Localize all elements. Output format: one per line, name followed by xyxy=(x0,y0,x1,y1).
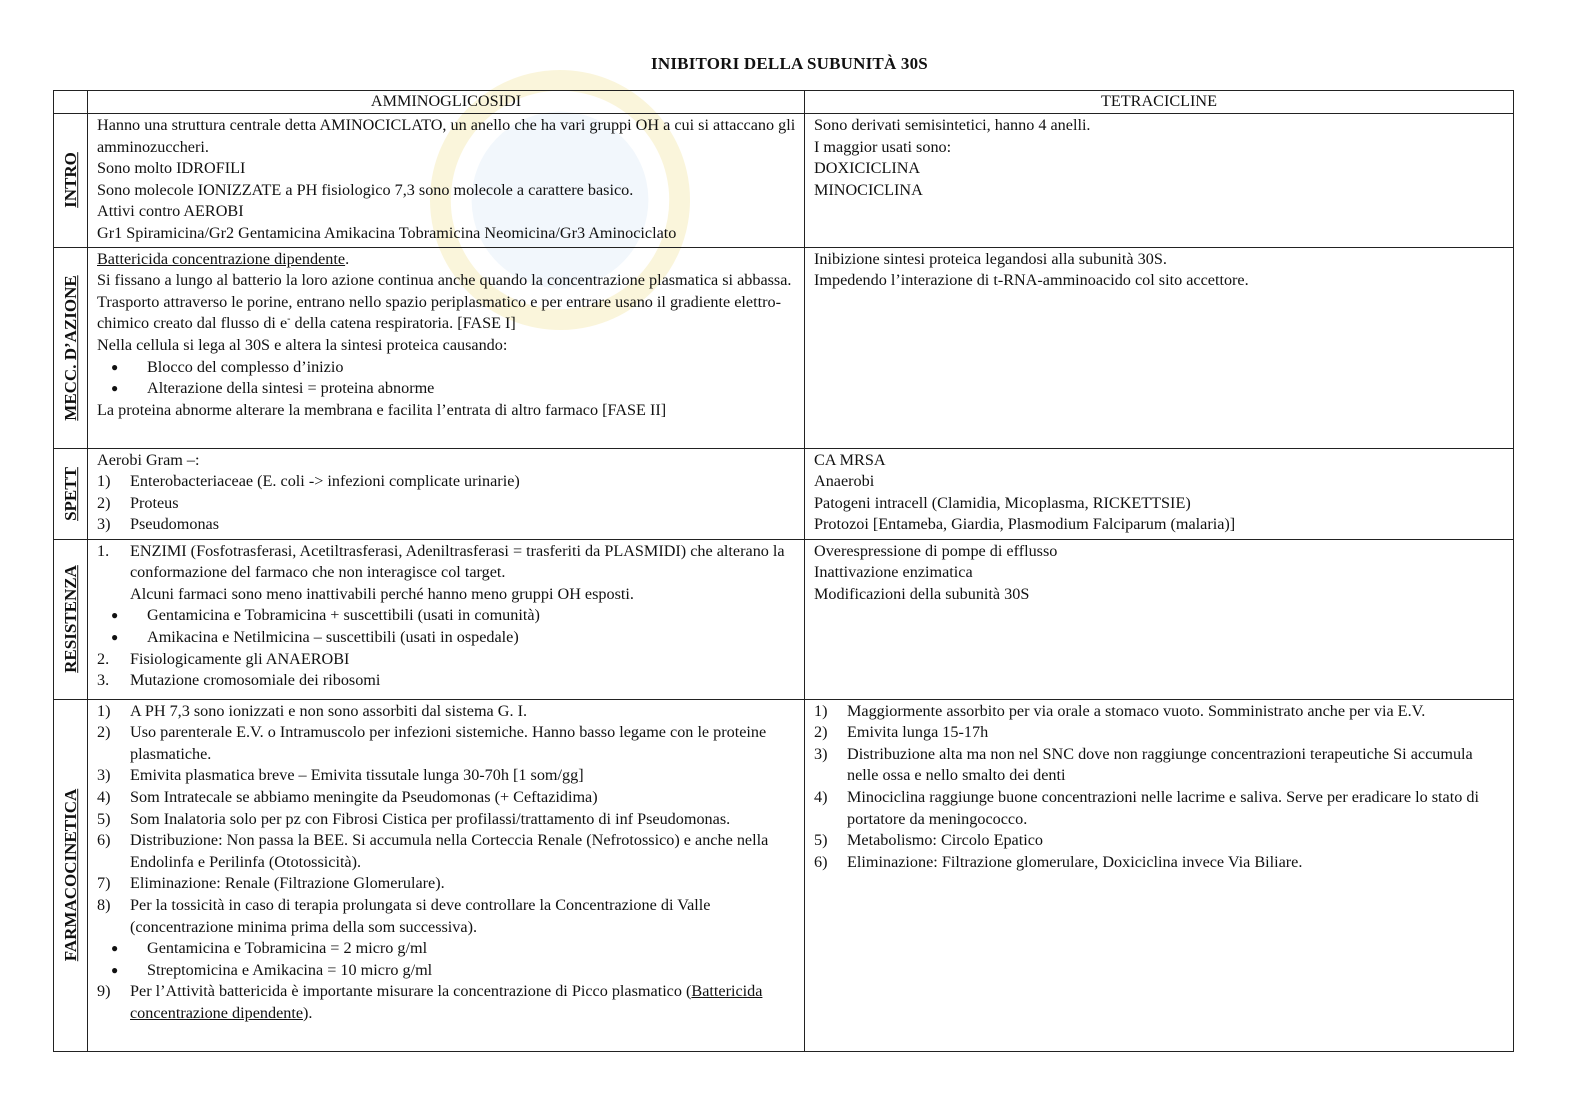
list-item: 8) Per la tossicità in caso di terapia prolungata si deve controllare la Concentrazione di Valle (concentrazione minima prima della som successiva). xyxy=(97,895,711,936)
bullet-icon: ● xyxy=(111,962,119,977)
spettro-tetracicline xyxy=(805,448,1514,539)
spettro-amminoglicosidi xyxy=(88,448,805,539)
text-line: Anaerobi xyxy=(814,472,875,491)
text-line: Modificazioni della subunità 30S xyxy=(814,584,1030,603)
text-line: Alcuni farmaci sono meno inattivabili perché hanno meno gruppi OH esposti. xyxy=(130,584,634,603)
underlined-text: Battericida concentrazione dipendente xyxy=(97,249,346,268)
text-line: Sono derivati semisintetici, hanno 4 anelli. xyxy=(814,116,1091,134)
row-farmacocinetica xyxy=(54,699,1514,1051)
meccanismo-amminoglicosidi: Battericida concentrazione dipendente. Si fissano a lungo al batterio la loro azione continua anche quando la concentrazione plasmatica si abbassa. Trasporto attraverso le porine, entrano nello spazio periplasmatico e per entrare usano il gradiente elettro-chimico creato dal flusso di e- della catena respiratoria. [FASE I] Nella cellula si lega al 30S e altera la sintesi proteica causando: ● Blocco del complesso d’inizio ● Alterazione della sintesi = proteina abnorme La proteina abnorme alterare la membrana e facilita l’entrata di altro farmaco [FASE II] xyxy=(88,247,805,448)
list-item: 3) Emivita plasmatica breve – Emivita tissutale lunga 30-70h [1 som/gg] xyxy=(97,766,584,785)
row-label-meccanismo: MECC. D’AZIONE xyxy=(54,247,88,448)
resistenza-amminoglicosidi xyxy=(88,539,805,699)
header-empty xyxy=(54,91,88,114)
list-item: ● Blocco del complesso d’inizio xyxy=(97,357,796,379)
text-line: I maggior usati sono: xyxy=(814,137,952,156)
bullet-icon: ● xyxy=(111,608,119,623)
comparison-table xyxy=(53,90,1514,1052)
header-tetracicline: TETRACICLINE xyxy=(805,91,1514,114)
text-line: MINOCICLINA xyxy=(814,180,923,199)
farmacocinetica-tetracicline xyxy=(805,699,1514,1051)
farmacocinetica-amminoglicosidi xyxy=(88,699,805,1051)
text-line: Protozoi [Entameba, Giardia, Plasmodium Falciparum (malaria)] xyxy=(814,515,1236,534)
resistenza-tetracicline xyxy=(805,539,1514,699)
list-item: 1) Enterobacteriaceae (E. coli -> infezioni complicate urinarie) xyxy=(97,472,520,491)
text-line: Inibizione sintesi proteica legandosi alla subunità 30S. xyxy=(814,249,1167,268)
row-label-resistenza: RESISTENZA xyxy=(54,539,88,699)
text-line: della catena respiratoria. [FASE I] xyxy=(294,314,516,333)
text-line: Overespressione di pompe di efflusso xyxy=(814,541,1058,560)
row-label-intro: INTRO xyxy=(54,114,88,248)
list-item: 5) Metabolismo: Circolo Epatico xyxy=(814,831,1044,850)
underlined-text: Battericida concentrazione dipendente xyxy=(130,982,763,1022)
text-line: Si fissano a lungo al batterio la loro azione continua anche quando la concentrazione plasmatica si abbassa. xyxy=(97,271,792,290)
text-line: Sono molecole IONIZZATE a PH fisiologico 7,3 sono molecole a carattere basico. xyxy=(97,180,634,199)
list-item: 4) Minociclina raggiunge buone concentrazioni nelle lacrime e saliva. Serve per eradicare lo stato di portatore da meningococco. xyxy=(814,787,1479,828)
list-item: 3. Mutazione cromosomiale dei ribosomi xyxy=(97,671,381,690)
list-item: 1) A PH 7,3 sono ionizzati e non sono assorbiti dal sistema G. I. xyxy=(97,701,528,720)
list-item: 7) Eliminazione: Renale (Filtrazione Glomerulare). xyxy=(97,874,445,893)
list-item: 4) Som Intratecale se abbiamo meningite da Pseudomonas (+ Ceftazidima) xyxy=(97,787,598,806)
text-line: Trasporto attraverso le porine, entrano nello spazio periplasmatico e per entrare usano il gradiente elettro-chimico creato dal flusso di e xyxy=(97,292,781,333)
row-intro xyxy=(54,114,1514,248)
intro-amminoglicosidi xyxy=(88,114,805,248)
list-item: ● Gentamicina e Tobramicina = 2 micro g/ml xyxy=(97,938,796,960)
row-label-farmacocinetica: FARMACOCINETICA xyxy=(54,699,88,1051)
meccanismo-tetracicline xyxy=(805,247,1514,448)
row-spettro xyxy=(54,448,1514,539)
header-row xyxy=(54,91,1514,114)
text-line: Hanno una struttura centrale detta AMINOCICLATO, un anello che ha vari gruppi OH a cui si attaccano gli amminozuccheri. xyxy=(97,116,796,156)
bullet-icon: ● xyxy=(111,359,119,374)
list-item: 2) Emivita lunga 15-17h xyxy=(814,723,989,742)
list-item: 6) Distribuzione: Non passa la BEE. Si accumula nella Corteccia Renale (Nefrotossico) e anche nella Endolinfa e Perilinfa (Ototossicità). xyxy=(97,831,769,871)
list-item: 2) Proteus xyxy=(97,493,179,512)
list-item: ● Gentamicina e Tobramicina + suscettibili (usati in comunità) xyxy=(97,605,796,627)
list-item: 2) Uso parenterale E.V. o Intramuscolo per infezioni sistemiche. Hanno basso legame con le proteine plasmatiche. xyxy=(97,723,767,763)
page-title: INIBITORI DELLA SUBUNITÀ 30S xyxy=(651,54,928,73)
list-item: 2. Fisiologicamente gli ANAEROBI xyxy=(97,649,350,668)
intro-tetracicline xyxy=(805,114,1514,248)
superscript: - xyxy=(287,313,291,325)
list-item: ● Streptomicina e Amikacina = 10 micro g/ml xyxy=(97,960,796,982)
text-line: Inattivazione enzimatica xyxy=(814,563,973,582)
text-line: Sono molto IDROFILI xyxy=(97,159,246,178)
bullet-icon: ● xyxy=(111,381,119,396)
row-resistenza xyxy=(54,539,1514,699)
list-item: 9) Per l’Attività battericida è importante misurare la concentrazione di Picco plasmatico (Battericida concentrazione dipendente). xyxy=(97,982,763,1022)
list-item: 3) Distribuzione alta ma non nel SNC dove non raggiunge concentrazioni terapeutiche Si accumula nelle ossa e nello smalto dei denti xyxy=(814,744,1473,785)
text-line: Patogeni intracell (Clamidia, Micoplasma, RICKETTSIE) xyxy=(814,493,1191,512)
list-item: 5) Som Inalatoria solo per pz con Fibrosi Cistica per profilassi/trattamento di inf Pseudomonas. xyxy=(97,809,731,828)
text-line: Impedendo l’interazione di t-RNA-amminoacido col sito accettore. xyxy=(814,271,1249,290)
list-item: 1) Maggiormente assorbito per via orale a stomaco vuoto. Somministrato anche per via E.V. xyxy=(814,701,1426,720)
text-line: Attivi contro AEROBI xyxy=(97,202,244,221)
text-line: Aerobi Gram –: xyxy=(97,450,200,469)
list-item: ● Amikacina e Netilmicina – suscettibili (usati in ospedale) xyxy=(97,627,796,649)
list-item: ● Alterazione della sintesi = proteina abnorme xyxy=(97,378,796,400)
bullet-icon: ● xyxy=(111,941,119,956)
list-item: 1. ENZIMI (Fosfotrasferasi, Acetiltrasferasi, Adeniltrasferasi = trasferiti da PLASMIDI) che alterano la conformazione del farmaco che non interagisce col target. xyxy=(97,541,785,582)
row-label-spettro: SPETT xyxy=(54,448,88,539)
row-meccanismo xyxy=(54,247,1514,448)
text-line: DOXICICLINA xyxy=(814,159,921,178)
bullet-icon: ● xyxy=(111,629,119,644)
text-line: Gr1 Spiramicina/Gr2 Gentamicina Amikacina Tobramicina Neomicina/Gr3 Aminociclato xyxy=(97,223,677,242)
list-item: 6) Eliminazione: Filtrazione glomerulare, Doxiciclina invece Via Biliare. xyxy=(814,852,1303,871)
text-line: CA MRSA xyxy=(814,450,886,469)
header-amminoglicosidi: AMMINOGLICOSIDI xyxy=(88,91,805,114)
text-line: La proteina abnorme alterare la membrana e facilita l’entrata di altro farmaco [FASE II] xyxy=(97,400,667,419)
text-line: Nella cellula si lega al 30S e altera la sintesi proteica causando: xyxy=(97,335,508,354)
list-item: 3) Pseudomonas xyxy=(97,515,220,534)
